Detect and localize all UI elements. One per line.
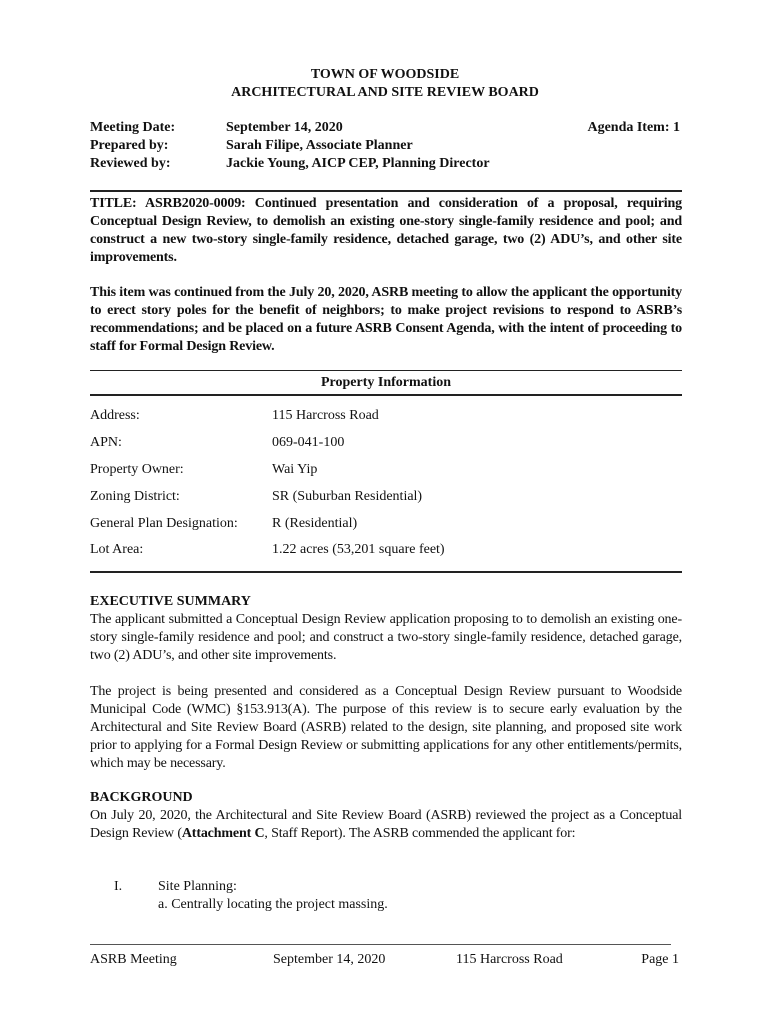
property-row-owner (90, 462, 682, 482)
board-title: ARCHITECTURAL AND SITE REVIEW BOARD (231, 85, 539, 100)
property-value: 1.22 acres (53,201 square feet) (272, 542, 445, 557)
property-label: APN: (90, 435, 122, 450)
property-label: General Plan Designation: (90, 516, 238, 531)
property-bottom-rule (90, 571, 682, 573)
property-row-general-plan (90, 516, 682, 536)
property-row-address (90, 408, 682, 428)
org-title: TOWN OF WOODSIDE (310, 67, 460, 82)
executive-paragraph-2: The project is being presented and considered as a Conceptual Design Review pursuant to Woodside Municipal Code (WMC) §153.913(A). The purpose of this review is to secure early evaluation by the Architectural and Site Review Board (ASRB) related to the design, site planning, and proposed site work prior to applying for a Formal Design Review or submitting applications for any other entitlements/permits, which may be necessary. (90, 684, 682, 771)
sub-list-item: a. Centrally locating the project massing. (158, 897, 388, 912)
footer-page-number: Page 1 (641, 952, 679, 967)
property-value: R (Residential) (272, 516, 358, 531)
property-row-zoning (90, 489, 682, 509)
prepared-by-label: Prepared by: (90, 138, 169, 153)
background-text: , Staff Report). The ASRB commended the applicant for: (264, 826, 576, 841)
reviewed-by-label: Reviewed by: (90, 156, 171, 171)
property-value: 069-041-100 (272, 435, 345, 450)
property-value: Wai Yip (272, 462, 318, 477)
footer-address: 115 Harcross Road (456, 952, 563, 967)
continued-block: This item was continued from the July 20, 2020, ASRB meeting to allow the applicant the opportunity to erect story poles for the benefit of neighbors; to make project revisions to respond to ASRB’s recommendations; and be placed on a future ASRB Consent Agenda, with the intent of proceeding to staff for Formal Design Review. (90, 285, 682, 354)
background-heading: BACKGROUND (90, 790, 193, 805)
property-label: Zoning District: (90, 489, 180, 504)
property-value: SR (Suburban Residential) (272, 489, 423, 504)
meeting-date-value: September 14, 2020 (226, 120, 343, 135)
property-row-lot-area (90, 542, 682, 562)
agenda-item: Agenda Item: 1 (587, 120, 680, 135)
footer-rule (90, 944, 671, 945)
list-item-site-planning: Site Planning: (158, 879, 237, 894)
footer-meeting: ASRB Meeting (90, 952, 177, 967)
prepared-by-value: Sarah Filipe, Associate Planner (226, 138, 413, 153)
property-row-apn (90, 435, 682, 455)
executive-paragraph-1: The applicant submitted a Conceptual Design Review application proposing to to demolish an existing one-story single-family residence and pool; and construct a two-story single-family residence, detached garage, two (2) ADU’s, and other site improvements. (90, 612, 682, 663)
property-value: 115 Harcross Road (272, 408, 379, 423)
property-label: Lot Area: (90, 542, 144, 557)
footer-date: September 14, 2020 (273, 952, 386, 967)
property-heading: Property Information (321, 375, 451, 390)
background-text: On July 20, 2020, the Architectural and Site Review Board (ASRB) reviewed the project as a Conceptual Design Review ( (90, 808, 682, 841)
meeting-date-label: Meeting Date: (90, 120, 176, 135)
property-top-rule (90, 370, 682, 371)
property-label: Property Owner: (90, 462, 184, 477)
executive-summary-heading: EXECUTIVE SUMMARY (90, 594, 251, 609)
title-divider (90, 190, 682, 192)
background-paragraph (90, 807, 682, 843)
list-number: I. (114, 879, 123, 894)
title-block: TITLE: ASRB2020-0009: Continued presentation and consideration of a proposal, requiring Conceptual Design Review, to demolish an existing one-story single-family residence and pool; and construct a new two-story single-family residence, detached garage, two (2) ADU’s, and other site improvements. (90, 196, 682, 265)
reviewed-by-value: Jackie Young, AICP CEP, Planning Director (226, 156, 490, 171)
property-heading-rule (90, 394, 682, 396)
attachment-reference: Attachment C (181, 826, 265, 841)
property-label: Address: (90, 408, 140, 423)
